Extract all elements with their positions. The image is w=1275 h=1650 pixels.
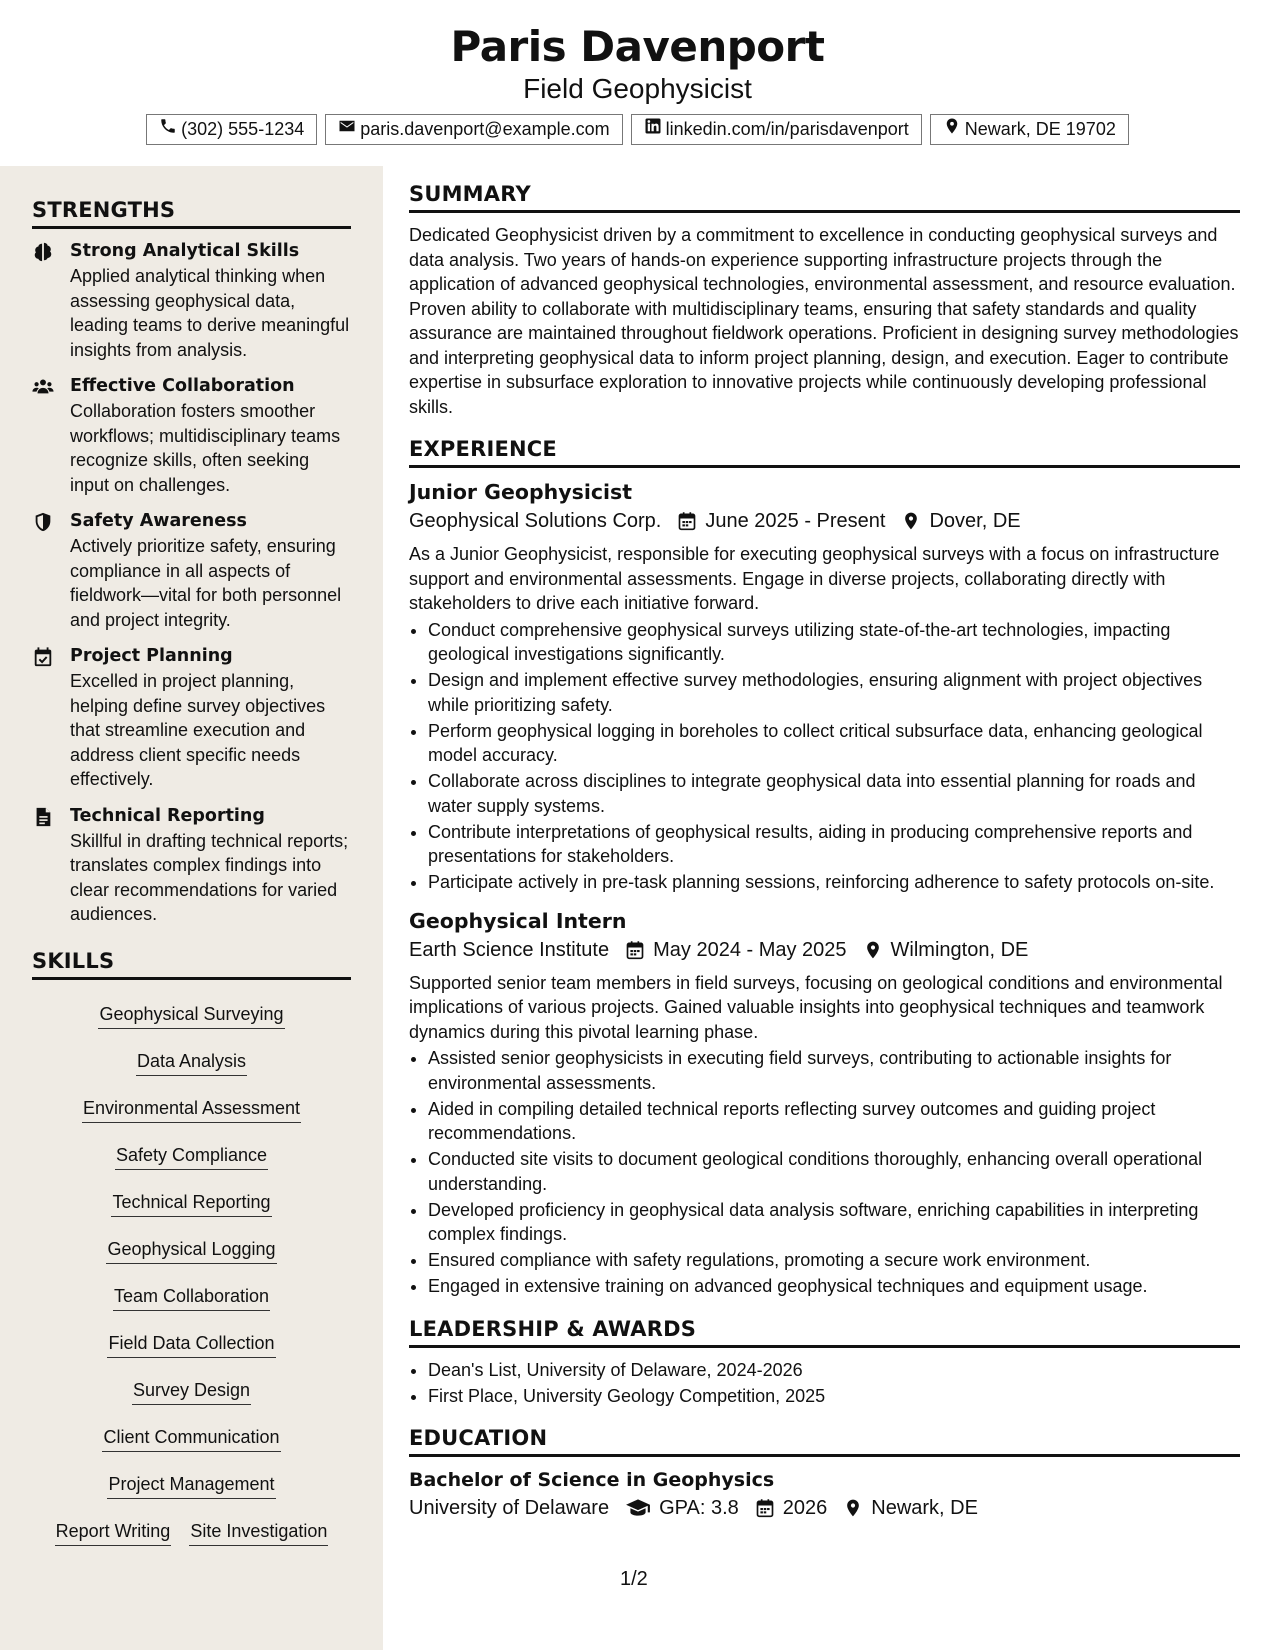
- job-meta: [409, 506, 1240, 536]
- graduation-cap-icon: [625, 1495, 651, 1521]
- job-role: Geophysical Intern: [409, 908, 627, 933]
- job-location: Dover, DE: [929, 510, 1021, 532]
- summary-text: Dedicated Geophysicist driven by a commitment to excellence in conducting geophysical surveys and data analysis. Two years of hands-on experience supporting infrastructure projects through the application of advanced geophysical technologies, environmental assessment, and resource evaluation. Proven ability to collaborate with multidisciplinary teams, ensuring that safety standards and quality assurance are maintained throughout fieldwork operations. Proficient in designing survey methodologies and interpreting geophysical data to inform project planning, design, and execution. Eager to contribute expertise in subsurface exploration to innovative projects while continuously developing professional skills.: [409, 225, 1239, 417]
- job-bullets: [409, 618, 1240, 895]
- skill-tag: Field Data Collection: [107, 1331, 275, 1358]
- strengths-heading: STRENGTHS: [32, 198, 351, 229]
- list-item: • Design and implement effective survey methodologies, ensuring alignment with project objectives while prioritizing safety.: [428, 668, 1240, 717]
- skill-tag: Project Management: [107, 1472, 275, 1499]
- users-icon: [32, 374, 70, 497]
- education-heading: EDUCATION: [409, 1426, 1240, 1457]
- strength-item: [32, 644, 351, 792]
- strength-item: [32, 239, 351, 362]
- email-icon: [338, 117, 356, 141]
- skill-tag: Survey Design: [132, 1378, 251, 1405]
- list-item: • Participate actively in pre-task planning sessions, reinforcing adherence to safety protocols on-site.: [428, 870, 1240, 895]
- awards-heading: LEADERSHIP & AWARDS: [409, 1317, 1240, 1348]
- list-item: • Ensured compliance with safety regulations, promoting a secure work environment.: [428, 1248, 1240, 1273]
- skill-tag: Technical Reporting: [111, 1190, 271, 1217]
- strength-item: [32, 509, 351, 632]
- job-role: Junior Geophysicist: [409, 480, 633, 504]
- strength-title: Technical Reporting: [70, 805, 265, 826]
- list-item: • Aided in compiling detailed technical reports reflecting survey outcomes and guiding project recommendations.: [428, 1097, 1240, 1146]
- graduation-year: 2026: [782, 1497, 828, 1519]
- shield-icon: [32, 509, 70, 632]
- contact-email[interactable]: [325, 114, 622, 145]
- strength-title: Safety Awareness: [70, 511, 247, 531]
- linkedin-icon: [644, 117, 662, 141]
- resume-header: [0, 0, 1275, 145]
- awards-list: [409, 1358, 1240, 1409]
- contact-text: linkedin.com/in/parisdavenport: [665, 119, 909, 139]
- strength-title: Strong Analytical Skills: [70, 241, 300, 261]
- job-entry: [409, 478, 1240, 895]
- skill-tag: Client Communication: [102, 1425, 280, 1452]
- list-item: • Contribute interpretations of geophysical results, aiding in producing comprehensive reports and presentations for stakeholders.: [428, 820, 1240, 869]
- contact-location[interactable]: [930, 114, 1129, 145]
- skills-heading: SKILLS: [32, 949, 351, 980]
- list-item: • Perform geophysical logging in boreholes to collect critical subsurface data, enhancing geological model accuracy.: [428, 719, 1240, 768]
- list-item: • First Place, University Geology Competition, 2025: [428, 1384, 1240, 1409]
- location-icon: [901, 511, 921, 531]
- contact-text: paris.davenport@example.com: [360, 119, 610, 139]
- document-icon: [32, 804, 70, 927]
- strength-description: Excelled in project planning, helping define survey objectives that streamline execution and address client specific needs effectively.: [70, 671, 326, 789]
- education-entry: [409, 1467, 1240, 1523]
- brain-icon: [32, 239, 70, 362]
- contact-text: (302) 555-1234: [181, 119, 305, 139]
- skill-tag: Environmental Assessment: [82, 1096, 301, 1123]
- company-name: Earth Science Institute: [409, 938, 610, 961]
- strength-description: Actively prioritize safety, ensuring compliance in all aspects of fieldwork—vital for both personnel and project integrity.: [70, 536, 342, 630]
- strength-description: Applied analytical thinking when assessing geophysical data, leading teams to derive meaningful insights from analysis.: [70, 266, 350, 360]
- list-item: • Conducted site visits to document geological conditions thoroughly, enhancing overall operational understanding.: [428, 1147, 1240, 1196]
- skill-tag: Safety Compliance: [115, 1143, 268, 1170]
- location-icon: [943, 117, 961, 141]
- job-meta: [409, 935, 1240, 965]
- calendar-icon: [755, 1498, 775, 1518]
- job-description: As a Junior Geophysicist, responsible for executing geophysical surveys with a focus on infrastructure support and environmental assessments. Engage in diverse projects, collaborating directly with stakeholders to drive each initiative forward.: [409, 544, 1220, 613]
- experience-heading: EXPERIENCE: [409, 437, 1240, 468]
- contact-linkedin[interactable]: [631, 114, 922, 145]
- location-icon: [843, 1498, 863, 1518]
- job-bullets: [409, 1046, 1240, 1299]
- contact-text: Newark, DE 19702: [964, 119, 1116, 139]
- phone-icon: [159, 117, 177, 141]
- sidebar: [0, 166, 383, 1650]
- strength-item: [32, 374, 351, 497]
- list-item: • Developed proficiency in geophysical data analysis software, enriching capabilities in interpreting complex findings.: [428, 1198, 1240, 1247]
- skill-tag: Site Investigation: [189, 1519, 328, 1546]
- job-title: Field Geophysicist: [523, 73, 752, 104]
- job-location: Wilmington, DE: [890, 938, 1029, 961]
- company-name: Geophysical Solutions Corp.: [409, 510, 662, 532]
- summary-heading: SUMMARY: [409, 182, 1240, 213]
- strength-title: Project Planning: [70, 646, 233, 666]
- skill-tag: Team Collaboration: [113, 1284, 270, 1311]
- degree: Bachelor of Science in Geophysics: [409, 1469, 775, 1491]
- job-dates: May 2024 - May 2025: [653, 938, 847, 961]
- job-entry: [409, 907, 1240, 1299]
- contact-bar: [0, 114, 1275, 145]
- school-name: University of Delaware: [409, 1497, 610, 1519]
- list-item: • Dean's List, University of Delaware, 2024-2026: [428, 1358, 1240, 1383]
- skill-tag: Report Writing: [55, 1519, 172, 1546]
- gpa: GPA: 3.8: [659, 1497, 739, 1519]
- calendar-icon: [677, 511, 697, 531]
- job-description: Supported senior team members in field surveys, focusing on geological conditions and environmental implications of various projects. Gained valuable insights into geophysical techniques and teamwork dynamics during this pivotal learning phase.: [409, 972, 1223, 1042]
- strength-description: Collaboration fosters smoother workflows; multidisciplinary teams recognize skills, often seeking input on challenges.: [70, 401, 341, 495]
- skill-tag: Geophysical Logging: [106, 1237, 276, 1264]
- education-meta: [409, 1493, 1240, 1523]
- candidate-name: Paris Davenport: [450, 22, 825, 71]
- school-location: Newark, DE: [871, 1497, 978, 1519]
- strength-description: Skillful in drafting technical reports; translates complex findings into clear recommendations for varied audiences.: [70, 830, 349, 924]
- calendar-check-icon: [32, 644, 70, 792]
- main-content: [409, 166, 1240, 1529]
- list-item: • Conduct comprehensive geophysical surveys utilizing state-of-the-art technologies, impacting geological investigations significantly.: [428, 618, 1240, 667]
- list-item: • Engaged in extensive training on advanced geophysical techniques and equipment usage.: [428, 1274, 1240, 1299]
- page-number: 1/2: [620, 1568, 648, 1590]
- list-item: • Assisted senior geophysicists in executing field surveys, contributing to actionable insights for environmental assessments.: [428, 1046, 1240, 1095]
- skill-tag: Data Analysis: [136, 1049, 247, 1076]
- list-item: • Collaborate across disciplines to integrate geophysical data into essential planning for roads and water supply systems.: [428, 769, 1240, 818]
- location-icon: [863, 940, 883, 960]
- skill-tag: Geophysical Surveying: [98, 1002, 284, 1029]
- strength-item: [32, 804, 351, 927]
- contact-phone[interactable]: [146, 114, 317, 145]
- job-dates: June 2025 - Present: [705, 510, 886, 532]
- strength-title: Effective Collaboration: [70, 376, 295, 396]
- skills-list: [32, 990, 351, 1558]
- calendar-icon: [625, 940, 645, 960]
